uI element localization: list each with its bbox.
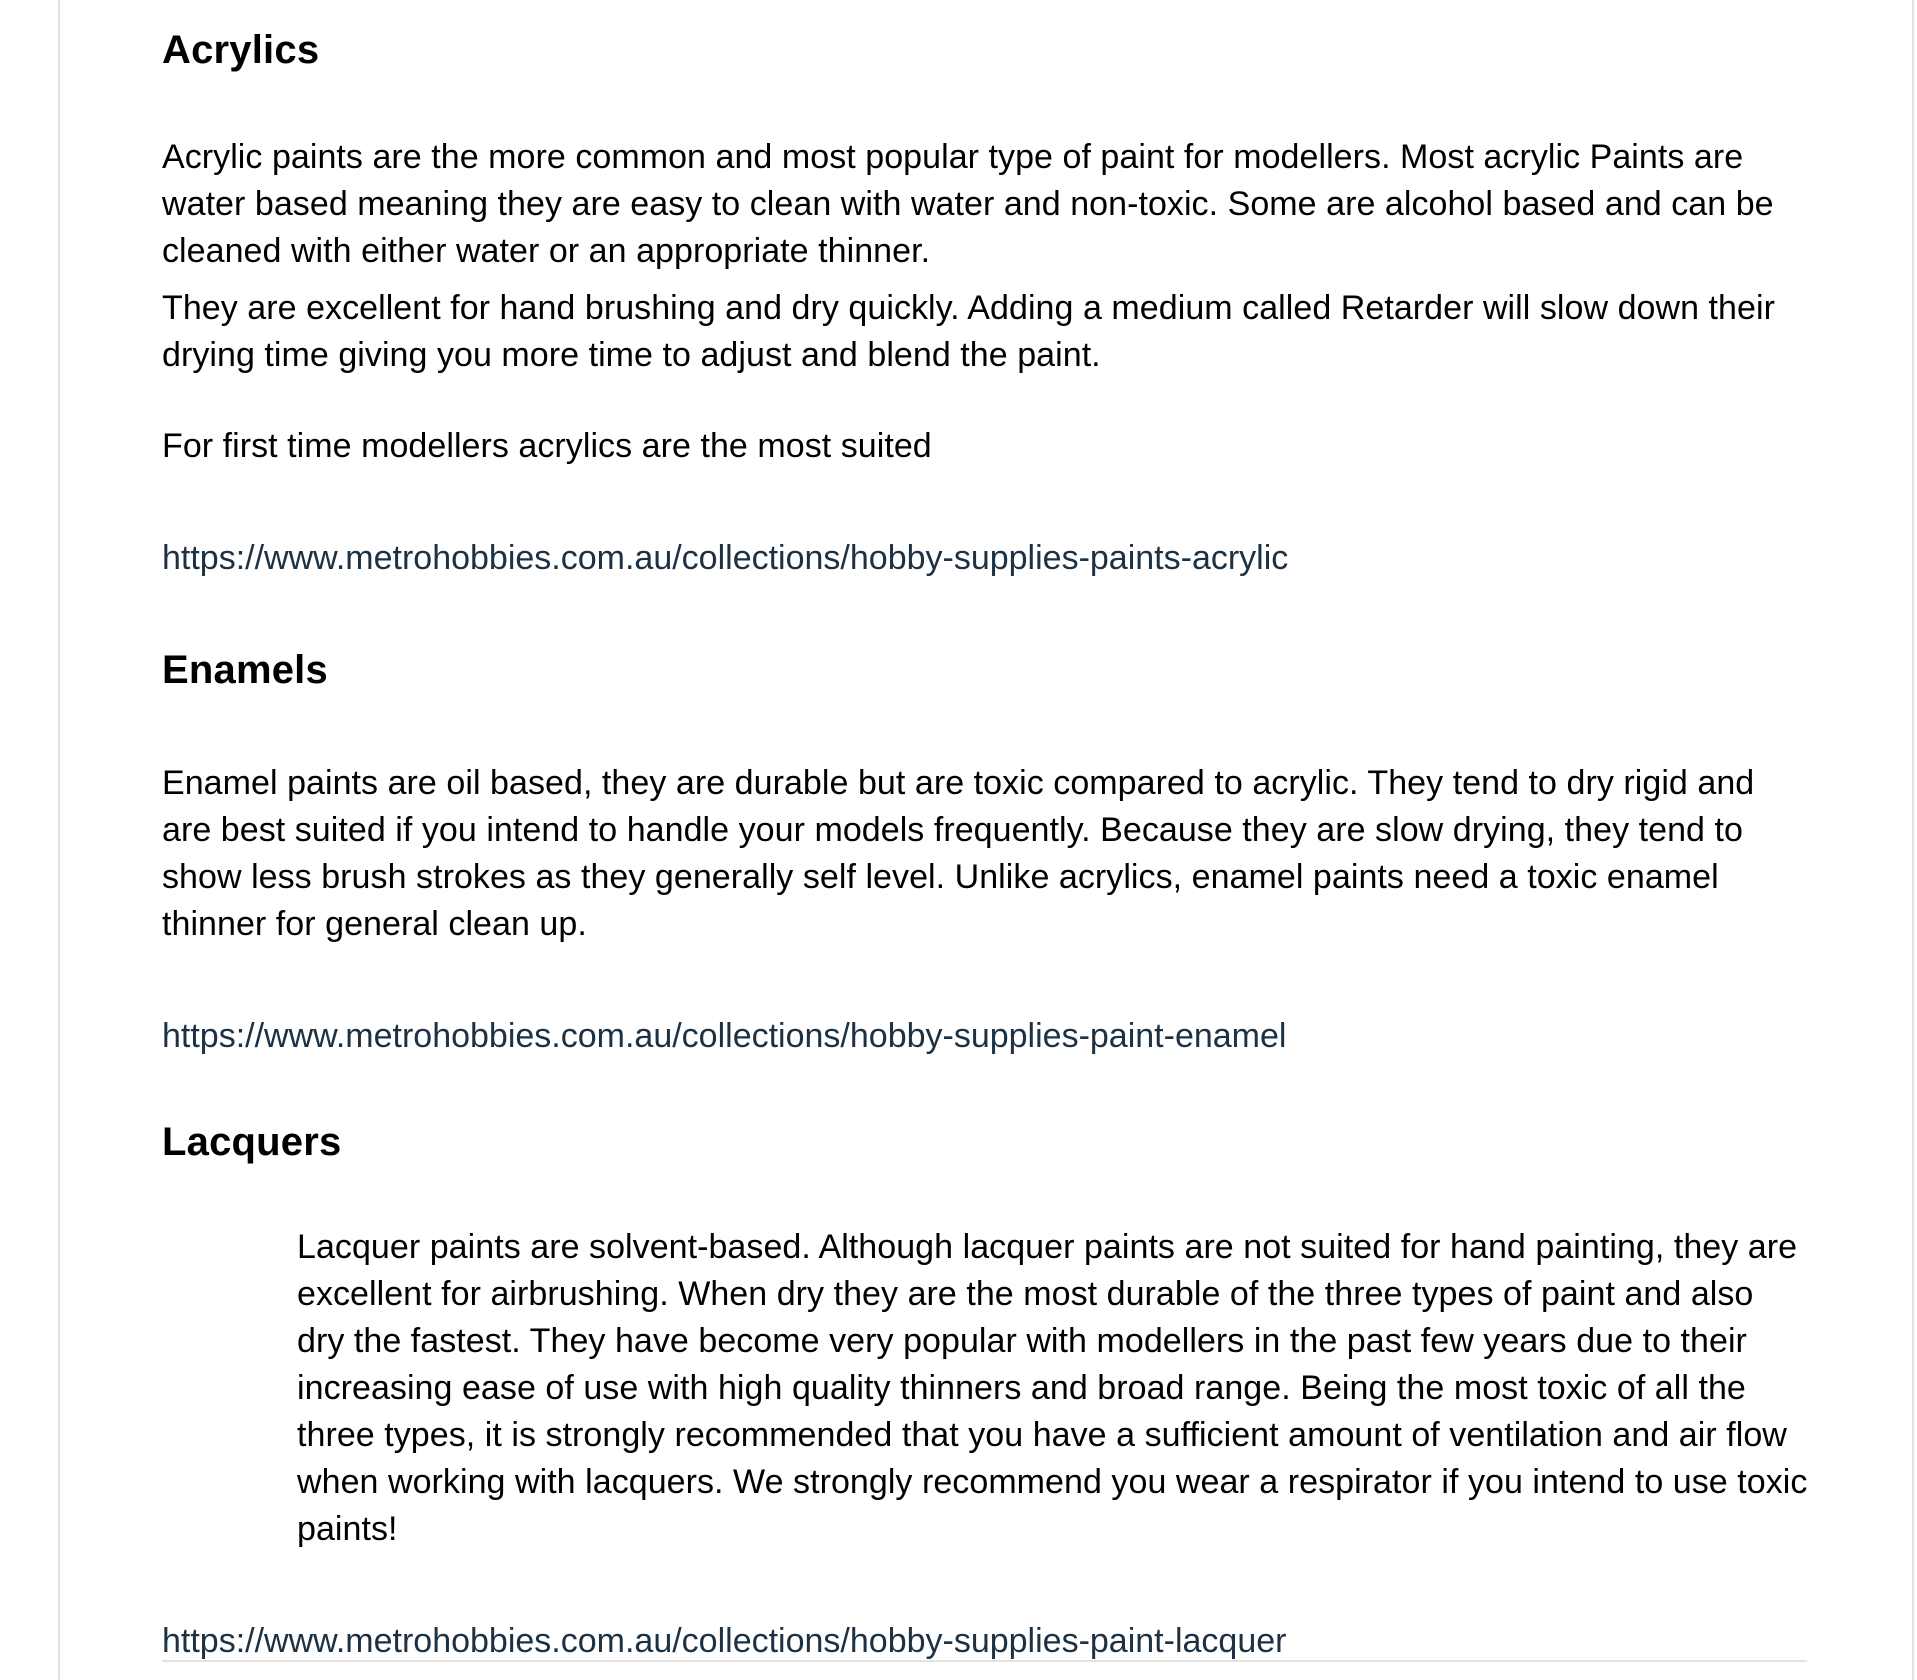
enamel-paints-link[interactable]: https://www.metrohobbies.com.au/collections/hobby-supplies-paint-enamel (162, 1017, 1287, 1055)
content-bottom-divider (162, 1660, 1807, 1662)
acrylics-paragraph-1: Acrylic paints are the more common and most popular type of paint for modellers. Most acrylic Paints are water based meaning they are easy to clean with water and non-toxic. Some are alcohol based and can be cleaned with either water or an appropriate thinner. (162, 138, 1774, 270)
section-lacquers (162, 1118, 1808, 1665)
acrylic-paints-link[interactable]: https://www.metrohobbies.com.au/collections/hobby-supplies-paints-acrylic (162, 539, 1289, 577)
acrylics-paragraph-2: They are excellent for hand brushing and dry quickly. Adding a medium called Retarder will slow down their drying time giving you more time to adjust and blend the paint. (162, 289, 1775, 374)
content-right-border (1912, 0, 1914, 1680)
section-heading-acrylics: Acrylics (162, 28, 320, 72)
section-heading-lacquers: Lacquers (162, 1120, 342, 1164)
section-heading-enamels: Enamels (162, 648, 328, 692)
lacquers-paragraph-1: Lacquer paints are solvent-based. Although lacquer paints are not suited for hand painting, they are excellent for airbrushing. When dry they are the most durable of the three types of paint and also dry the fastest. They have become very popular with modellers in the past few years due to their increasing ease of use with high quality thinners and broad range. Being the most toxic of all the three types, it is strongly recommended that you have a sufficient amount of ventilation and air flow when working with lacquers. We strongly recommend you wear a respirator if you intend to use toxic paints! (297, 1228, 1808, 1548)
lacquer-paints-link[interactable]: https://www.metrohobbies.com.au/collections/hobby-supplies-paint-lacquer (162, 1622, 1287, 1660)
enamels-paragraph-1: Enamel paints are oil based, they are durable but are toxic compared to acrylic. They tend to dry rigid and are best suited if you intend to handle your models frequently. Because they are slow drying, they tend to show less brush strokes as they generally self level. Unlike acrylics, enamel paints need a toxic enamel thinner for general clean up. (162, 764, 1755, 943)
section-enamels (162, 646, 1808, 1060)
acrylics-paragraph-3: For first time modellers acrylics are the most suited (162, 427, 932, 465)
section-acrylics (162, 26, 1808, 582)
content-left-border (58, 0, 60, 1680)
